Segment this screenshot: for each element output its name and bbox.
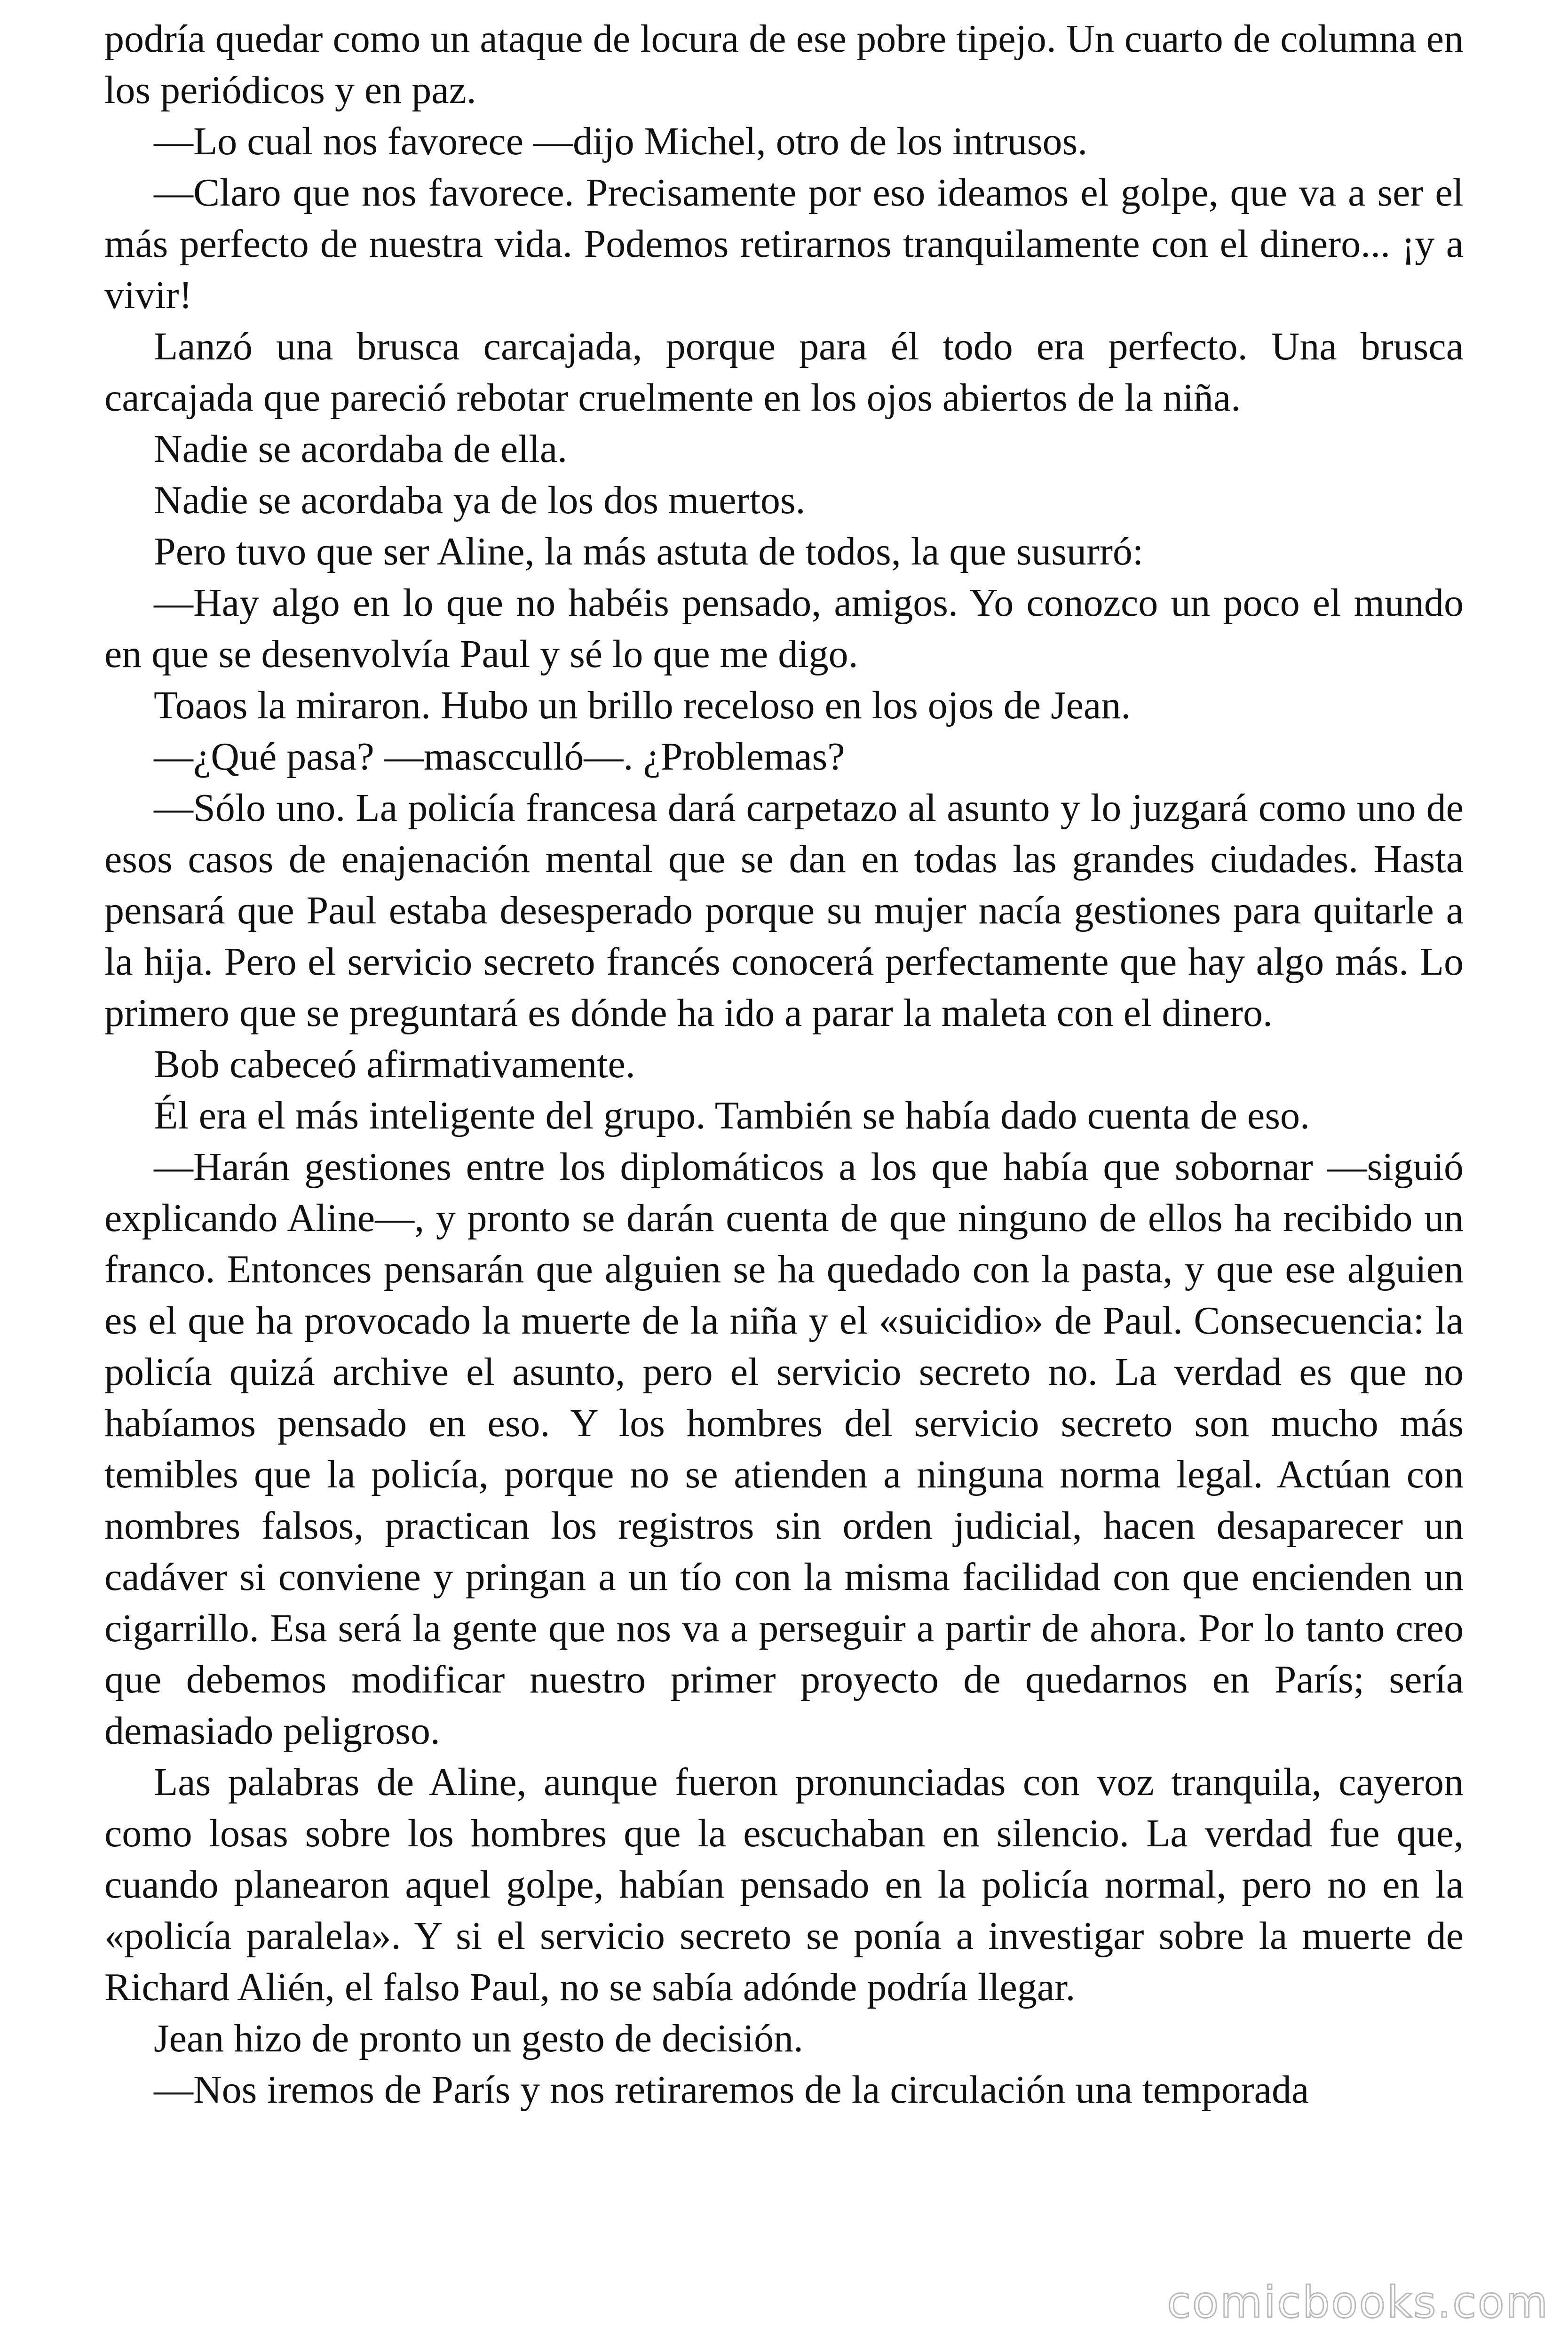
paragraph-9: Toaos la miraron. Hubo un brillo receloso en los ojos de Jean.: [154, 683, 1131, 727]
paragraph-2: —Lo cual nos favorece —dijo Michel, otro de los intrusos.: [154, 119, 1088, 163]
paragraph-16: Jean hizo de pronto un gesto de decisión.: [154, 2017, 803, 2060]
paragraph-6: Nadie se acordaba ya de los dos muertos.: [154, 478, 806, 522]
paragraph-13: Él era el más inteligente del grupo. También se había dado cuenta de eso.: [154, 1094, 1310, 1137]
paragraph-7: Pero tuvo que ser Aline, la más astuta de todos, la que susurró:: [154, 530, 1144, 573]
paragraph-4: Lanzó una brusca carcajada, porque para él todo era perfecto. Una brusca carcajada que pareció rebotar cruelmente en los ojos abiertos de la niña.: [104, 325, 1464, 420]
paragraph-5: Nadie se acordaba de ella.: [154, 427, 568, 471]
paragraph-11: —Sólo uno. La policía francesa dará carpetazo al asunto y lo juzgará como uno de esos casos de enajenación mental que se dan en todas las grandes ciudades. Hasta pensará que Paul estaba desesperado porque su mujer nacía gestiones para quitarle a la hija. Pero el servicio secreto francés conocerá perfectamente que hay algo más. Lo primero que se preguntará es dónde ha ido a parar la maleta con el dinero.: [104, 786, 1464, 1035]
paragraph-17: —Nos iremos de París y nos retiraremos de la circulación una temporada: [154, 2068, 1309, 2112]
paragraph-15: Las palabras de Aline, aunque fueron pronunciadas con voz tranquila, cayeron como losas sobre los hombres que la escuchaban en silencio. La verdad fue que, cuando planearon aquel golpe, habían pensado en la policía normal, pero no en la «policía paralela». Y si el servicio secreto se ponía a investigar sobre la muerte de Richard Alién, el falso Paul, no se sabía adónde podría llegar.: [104, 1760, 1464, 2009]
body-text: [104, 13, 1464, 2115]
paragraph-10: —¿Qué pasa? —mascculló—. ¿Problemas?: [154, 735, 845, 779]
paragraph-14: —Harán gestiones entre los diplomáticos a los que había que sobornar —siguió explicando Aline—, y pronto se darán cuenta de que ninguno de ellos ha recibido un franco. Entonces pensarán que alguien se ha quedado con la pasta, y que ese alguien es el que ha provocado la muerte de la niña y el «suicidio» de Paul. Consecuencia: la policía quizá archive el asunto, pero el servicio secreto no. La verdad es que no habíamos pensado en eso. Y los hombres del servicio secreto son mucho más temibles que la policía, porque no se atienden a ninguna norma legal. Actúan con nombres falsos, practican los registros sin orden judicial, hacen desaparecer un cadáver si conviene y pringan a un tío con la misma facilidad con que encienden un cigarrillo. Esa será la gente que nos va a perseguir a partir de ahora. Por lo tanto creo que debemos modificar nuestro primer proyecto de quedarnos en París; sería demasiado peligroso.: [104, 1145, 1464, 1753]
paragraph-3: —Claro que nos favorece. Precisamente por eso ideamos el golpe, que va a ser el más perfecto de nuestra vida. Podemos retirarnos tranquilamente con el dinero... ¡y a vivir!: [104, 171, 1464, 317]
paragraph-12: Bob cabeceó afirmativamente.: [154, 1042, 635, 1086]
paragraph-1: podría quedar como un ataque de locura de ese pobre tipejo. Un cuarto de columna en los periódicos y en paz.: [104, 17, 1464, 112]
paragraph-8: —Hay algo en lo que no habéis pensado, amigos. Yo conozco un poco el mundo en que se desenvolvía Paul y sé lo que me digo.: [104, 581, 1464, 676]
watermark: comicbooks.com: [1167, 2277, 1549, 2328]
